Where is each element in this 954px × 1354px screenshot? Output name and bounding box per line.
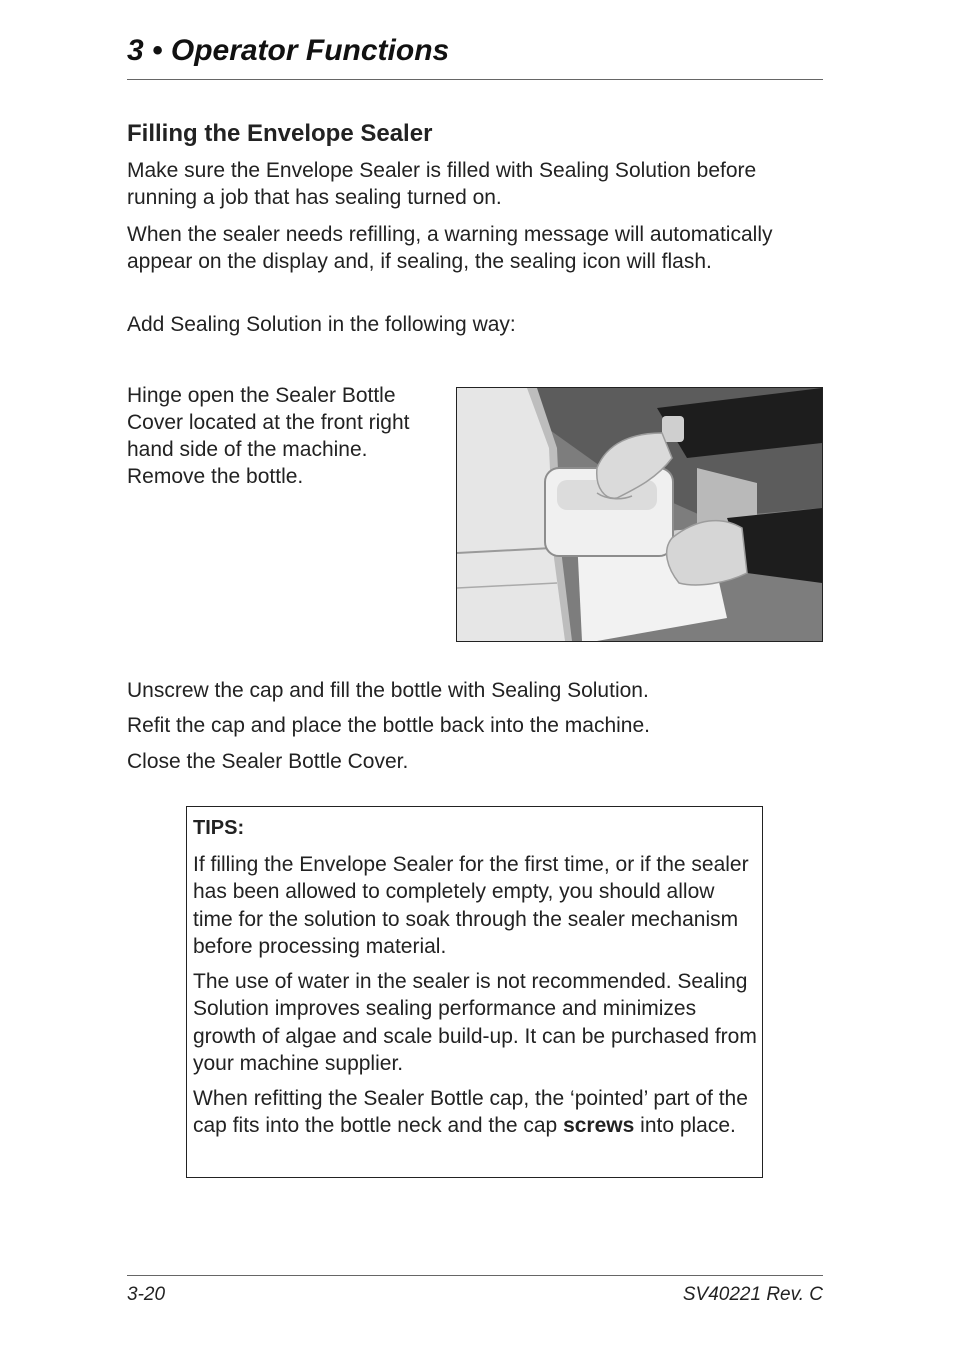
- tips-title: TIPS:: [193, 817, 245, 839]
- tip-paragraph-2: The use of water in the sealer is not recommended. Sealing Solution improves sealing performance and minimizes growth of algae and scale build-up. It can be purchased from your machine supplier.: [193, 970, 757, 1075]
- document-id: SV40221 Rev. C: [682, 1284, 823, 1305]
- tip-3-tail: into place.: [634, 1114, 736, 1138]
- tip-3-emphasis: screws: [563, 1114, 635, 1138]
- tip-3-lead: When refitting the Sealer Bottle cap, the ‘pointed’ part of the cap fits into the bottle neck and the cap: [193, 1087, 748, 1138]
- tips-box: [186, 806, 763, 1178]
- intro-paragraph-1: Make sure the Envelope Sealer is filled with Sealing Solution before running a job that has sealing turned on.: [127, 159, 757, 209]
- intro-paragraph-2: When the sealer needs refilling, a warning message will automatically appear on the display and, if sealing, the sealing icon will flash.: [127, 223, 773, 273]
- section-heading: Filling the Envelope Sealer: [127, 120, 433, 147]
- sealer-bottle-photo: [456, 387, 823, 642]
- header-divider: [127, 79, 823, 80]
- intro-paragraph-3: Add Sealing Solution in the following way:: [127, 313, 516, 336]
- step-2-text: Unscrew the cap and fill the bottle with Sealing Solution.: [127, 679, 649, 702]
- tip-paragraph-3: [193, 1085, 759, 1140]
- footer-divider: [127, 1275, 823, 1276]
- step-1-text: Hinge open the Sealer Bottle Cover located at the front right hand side of the machine. Remove the bottle.: [127, 384, 410, 488]
- tip-paragraph-1: If filling the Envelope Sealer for the first time, or if the sealer has been allowed to completely empty, you should allow time for the solution to soak through the sealer mechanism before processing material.: [193, 853, 749, 958]
- step-3-text: Refit the cap and place the bottle back into the machine.: [127, 714, 651, 737]
- step-4-text: Close the Sealer Bottle Cover.: [127, 750, 409, 773]
- page-number: 3-20: [127, 1284, 166, 1305]
- chapter-title: 3 • Operator Functions: [127, 34, 450, 67]
